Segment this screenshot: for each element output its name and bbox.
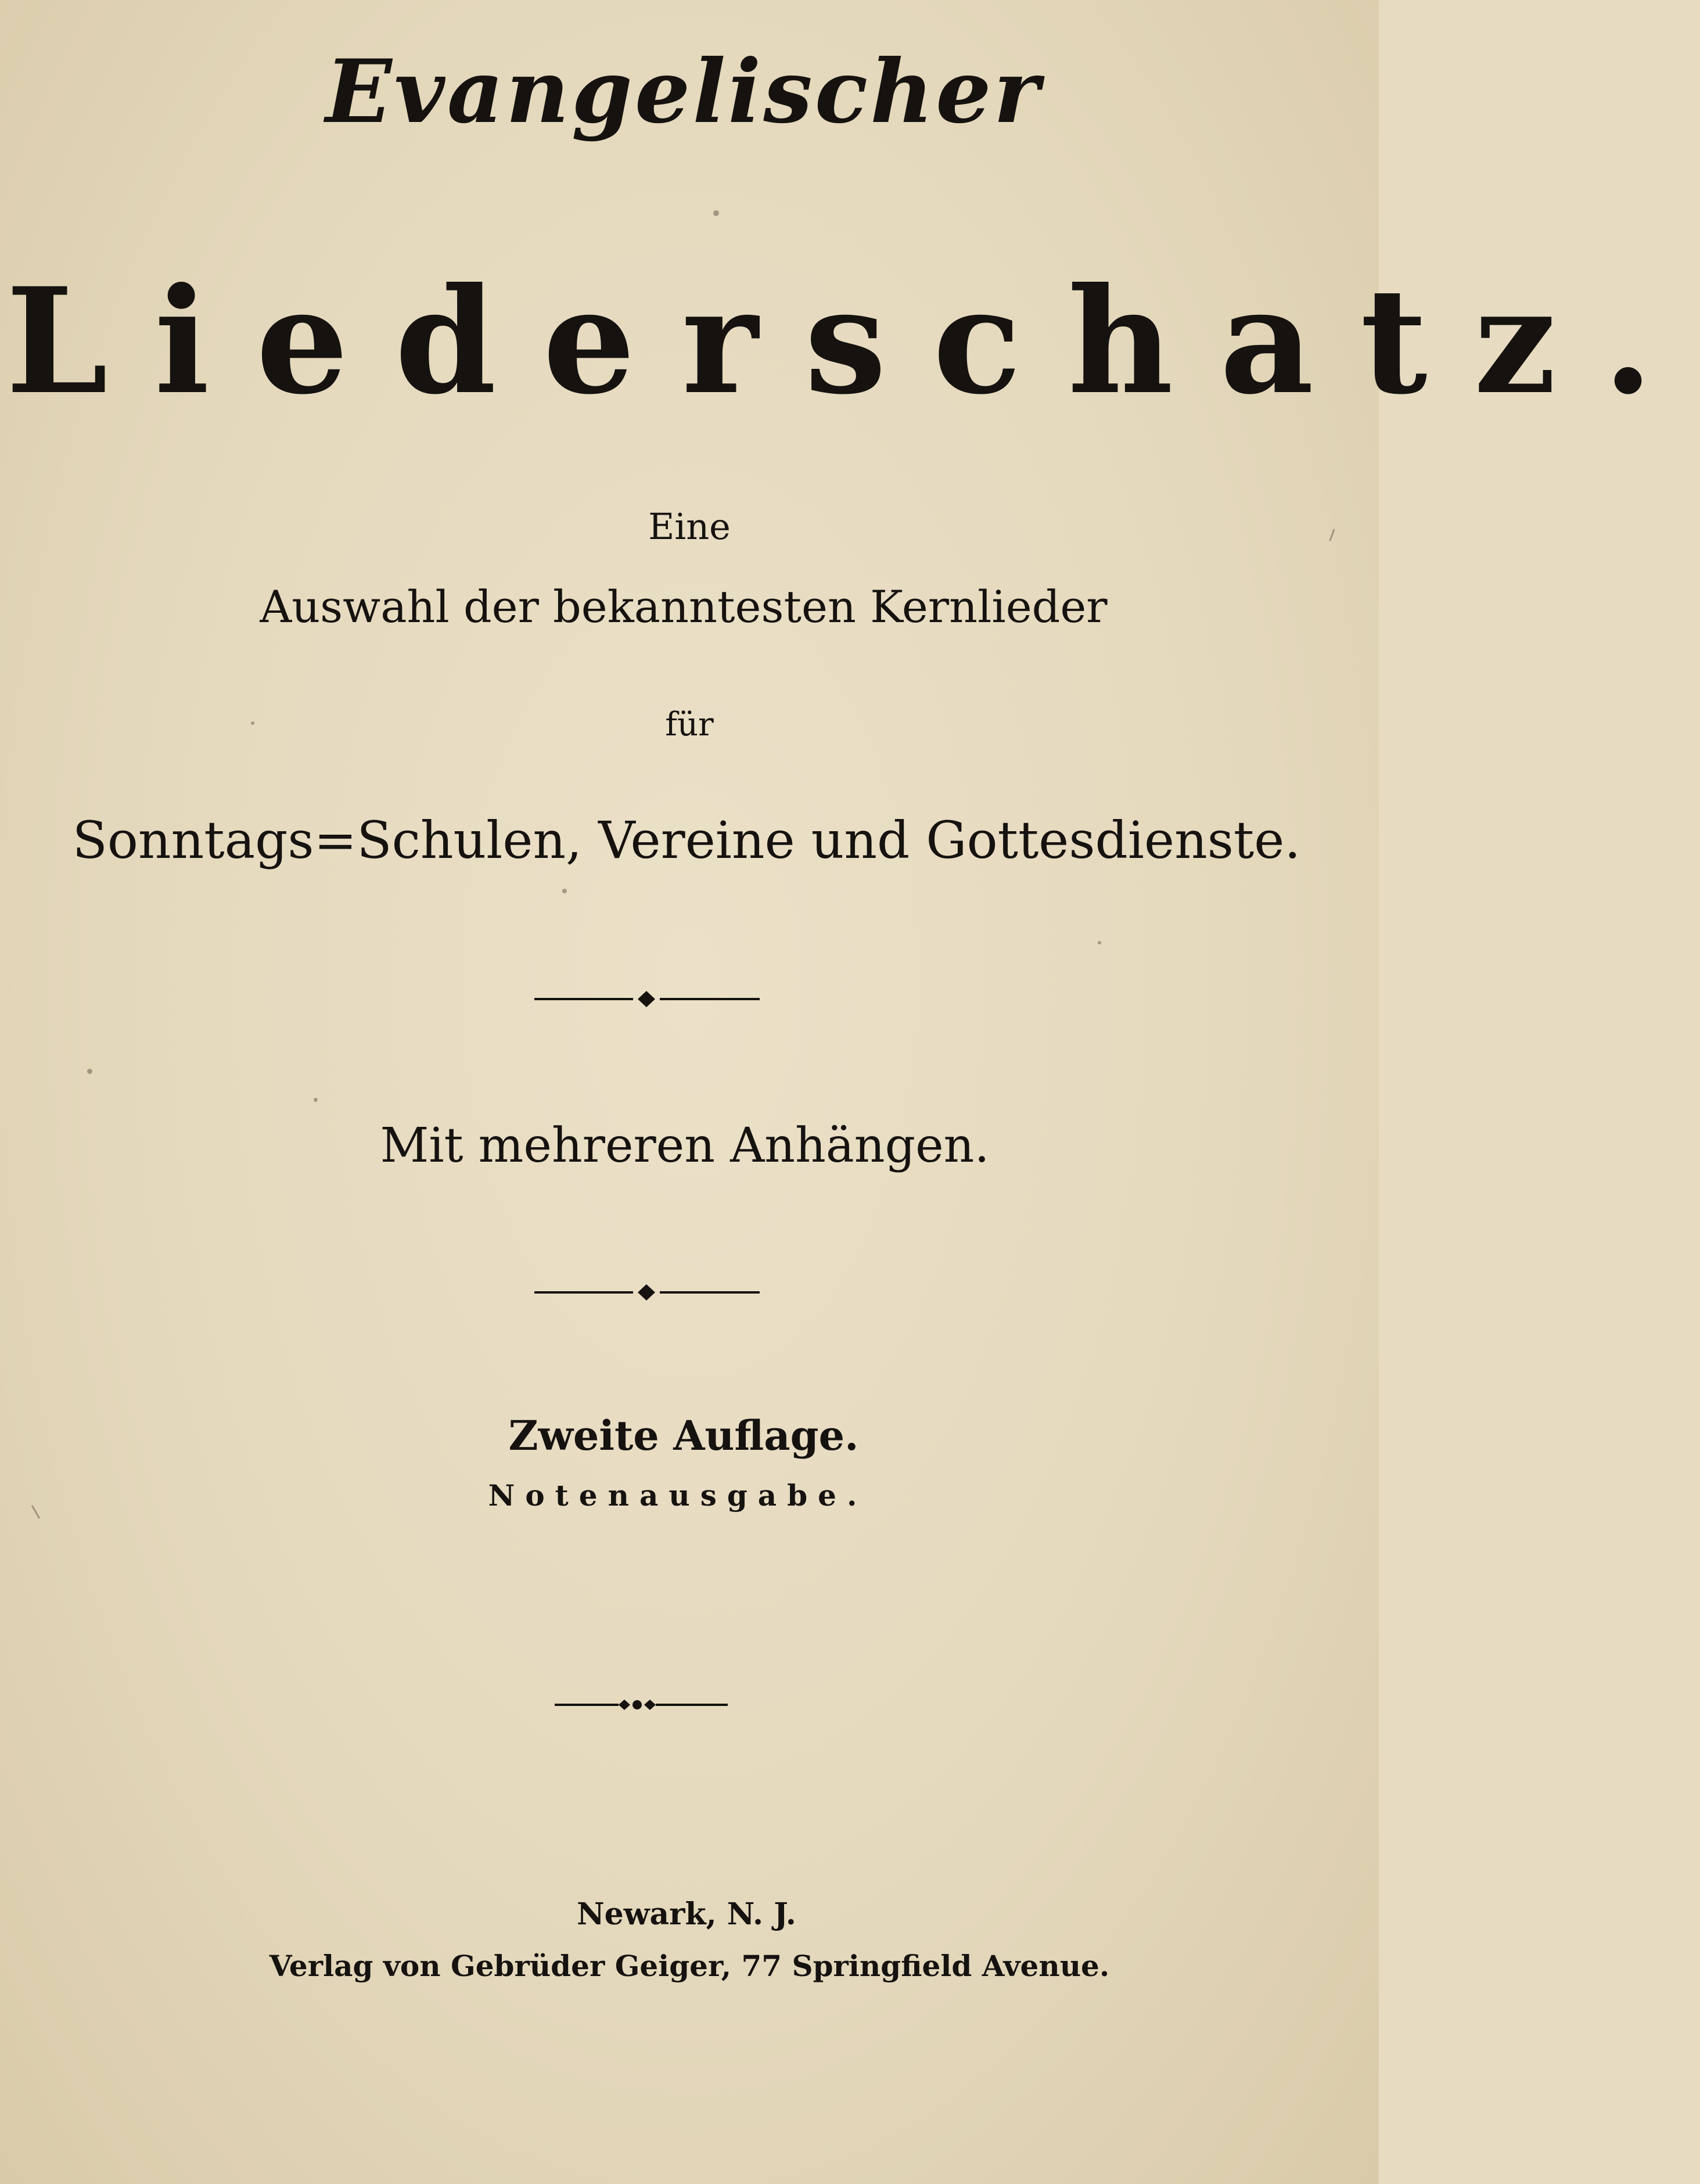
- imprint-publisher: Verlag von Gebrüder Geiger, 77 Springfield Avenue.: [269, 1949, 1110, 1983]
- subtitle-line-2: Auswahl der bekanntesten Kernlieder: [260, 581, 1108, 633]
- paper-speck: [251, 721, 254, 725]
- paper-speck: [87, 1069, 92, 1074]
- title-line-2: Liederschatz.: [6, 256, 1700, 426]
- imprint-place: Newark, N. J.: [577, 1896, 796, 1932]
- paper-speck: [314, 1098, 318, 1102]
- paper-speck: [713, 210, 719, 216]
- subtitle-line-4: Sonntags=Schulen, Vereine und Gottesdienste.: [72, 810, 1301, 870]
- appendix-note: Mit mehreren Anhängen.: [380, 1118, 990, 1173]
- paper-speck: [1098, 941, 1101, 944]
- ornament-divider-3: [555, 1693, 729, 1716]
- subtitle-line-3: für: [665, 706, 714, 743]
- ornament-divider-2: [534, 1281, 761, 1304]
- ornament-divider-1: [534, 987, 761, 1011]
- paper-speck: [562, 889, 567, 893]
- title-line-1: Evangelischer: [325, 41, 1042, 143]
- edition-format: Notenausgabe.: [488, 1478, 868, 1513]
- edition-label: Zweite Auflage.: [508, 1411, 859, 1460]
- subtitle-line-1: Eine: [648, 505, 731, 548]
